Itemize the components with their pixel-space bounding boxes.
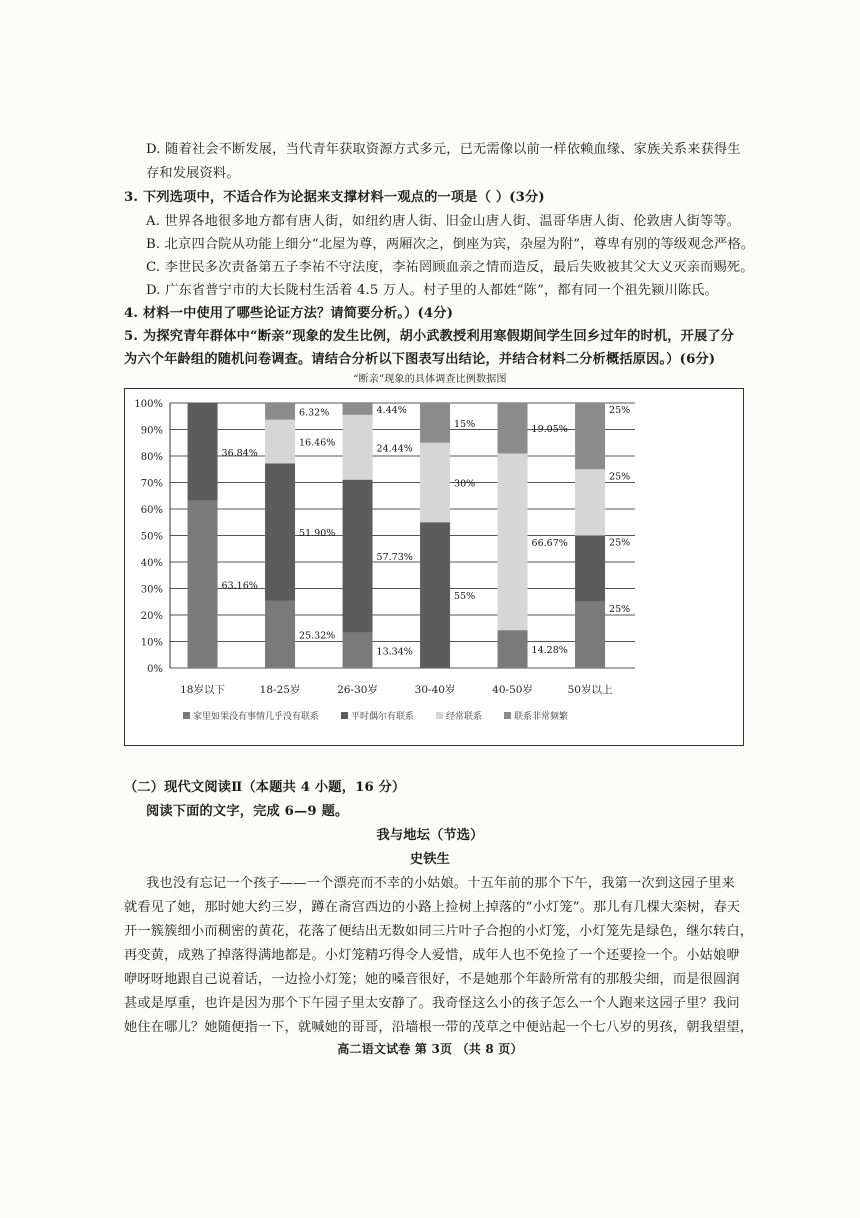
y-tick-label: 30%	[140, 584, 163, 596]
bar-segment	[575, 536, 605, 602]
data-label: 30%	[454, 478, 476, 490]
legend-label: 联系非常频繁	[514, 712, 569, 722]
y-tick-label: 0%	[147, 664, 163, 675]
data-label: 13.34%	[376, 646, 413, 658]
passage-line: 她住在哪儿？她随便指一下，就喊她的哥哥，沿墙根一带的茂草之中便站起一个七八岁的男孩，朝我望望，	[124, 1020, 754, 1035]
bar-segment	[420, 522, 450, 668]
question-3: 3. 下列选项中，不适合作为论据来支撑材料一观点的一项是（ ）(3分)	[124, 190, 545, 205]
data-label: 16.46%	[299, 437, 336, 449]
data-label: 25%	[609, 603, 631, 615]
bar-segment	[498, 453, 528, 630]
data-label: 14.28%	[531, 645, 568, 657]
x-tick-label: 50岁以上	[567, 684, 613, 696]
section-heading: （二）现代文阅读Ⅱ（本题共 4 小题，16 分）	[124, 780, 406, 795]
bar-segment	[420, 403, 450, 443]
option-d-line-2: 存和发展资料。	[146, 166, 240, 181]
data-label: 4.44%	[376, 405, 407, 417]
bar-segment	[265, 601, 295, 668]
y-tick-label: 90%	[140, 425, 163, 437]
x-tick-label: 26-30岁	[337, 684, 378, 696]
legend-swatch	[183, 712, 190, 719]
q3-option-d: D. 广东省普宁市的大长陇村生活着 4.5 万人。村子里的人都姓“陈”，都有同一个祖先颍川陈氏。	[146, 283, 719, 298]
data-label: 51.90%	[299, 528, 336, 540]
bar-segment	[575, 602, 605, 668]
bar-chart	[124, 388, 744, 746]
passage-title: 我与地坛（节选）	[376, 828, 484, 843]
bar-segment	[265, 463, 295, 601]
question-4: 4. 材料一中使用了哪些论证方法？请简要分析。）(4分)	[124, 306, 454, 321]
data-label: 15%	[454, 418, 476, 430]
data-label: 24.44%	[376, 443, 413, 455]
y-tick-label: 40%	[140, 558, 163, 569]
q3-option-c: C. 李世民多次责备第五子李祐不守法度，李祐罔顾血亲之情而造反，最后失败被其父大义灭亲而赐死。	[146, 260, 754, 275]
chart-svg	[125, 389, 743, 745]
page-footer: 高二语文试卷 第 3页 （共 8 页）	[337, 1042, 523, 1056]
q3-option-a: A. 世界各地很多地方都有唐人街，如纽约唐人街、旧金山唐人街、温哥华唐人街、伦敦唐人街等等。	[146, 214, 741, 229]
question-5-line-1: 5. 为探究青年群体中“断亲”现象的发生比例，胡小武教授利用寒假期间学生回乡过年的时机，开展了分	[124, 329, 735, 344]
data-label: 25%	[609, 537, 631, 549]
data-label: 19.05%	[531, 424, 568, 436]
passage-line: 就看见了她，那时她大约三岁，蹲在斋宫西边的小路上捡树上掉落的“小灯笼”。那儿有几棵大栾树，春天	[124, 900, 741, 915]
bar-segment	[343, 403, 373, 415]
data-label: 6.32%	[299, 407, 330, 419]
passage-author: 史铁生	[409, 852, 451, 867]
y-tick-label: 80%	[140, 452, 163, 463]
option-d-line-1: D. 随着社会不断发展，当代青年获取资源方式多元，已无需像以前一样依赖血缘、家族关系来获得生	[146, 142, 741, 157]
chart-title: “断亲”现象的具体调查比例数据图	[353, 374, 507, 385]
y-tick-label: 70%	[140, 478, 163, 490]
passage-line: 我也没有忘记一个孩子——一个漂亮而不幸的小姑娘。十五年前的那个下午，我第一次到这园子里来	[146, 876, 736, 891]
passage-line: 甚或是厚重，也许是因为那个下午园子里太安静了。我奇怪这么小的孩子怎么一个人跑来这园子里？我问	[124, 996, 740, 1011]
data-label: 25%	[609, 471, 631, 483]
question-5-line-2: 为六个年龄组的随机问卷调查。请结合分析以下图表写出结论，并结合材料二分析概括原因。）(6分)	[124, 352, 716, 367]
data-label: 36.84%	[221, 447, 258, 459]
x-tick-label: 30-40岁	[414, 684, 456, 696]
data-label: 25%	[609, 405, 631, 416]
bar-segment	[498, 403, 528, 453]
legend-label: 家里如果没有事情几乎没有联系	[193, 712, 320, 722]
bar-segment	[343, 415, 373, 480]
bar-segment	[575, 403, 605, 469]
data-label: 25.32%	[299, 630, 336, 642]
legend-label: 平时偶尔有联系	[351, 712, 415, 722]
data-label: 57.73%	[376, 552, 413, 564]
data-label: 66.67%	[531, 537, 568, 549]
legend-swatch	[504, 712, 511, 719]
y-tick-label: 10%	[140, 637, 163, 649]
y-tick-label: 100%	[134, 399, 163, 410]
legend-swatch	[341, 712, 348, 719]
passage-line: 再变黄，成熟了掉落得满地都是。小灯笼精巧得令人爱惜，成年人也不免捡了一个还要捡一个。小姑娘咿	[124, 948, 740, 963]
legend-label: 经常联系	[446, 712, 483, 722]
passage-line: 咿呀呀地跟自己说着话，一边捡小灯笼；她的嗓音很好，不是她那个年龄所常有的那般尖细，而是很圆润	[124, 972, 740, 987]
bar-segment	[575, 469, 605, 535]
bar-segment	[188, 501, 218, 668]
bar-segment	[265, 403, 295, 420]
y-tick-label: 20%	[140, 611, 163, 622]
y-tick-label: 50%	[140, 531, 163, 543]
bar-segment	[188, 403, 218, 501]
data-label: 63.16%	[221, 580, 258, 592]
passage-line: 开一簇簇细小而稠密的黄花，花落了便结出无数如同三片叶子合抱的小灯笼，小灯笼先是绿色，继尔转白，	[124, 924, 754, 939]
x-tick-label: 18-25岁	[259, 684, 301, 696]
bar-segment	[265, 420, 295, 464]
x-tick-label: 18岁以下	[180, 684, 225, 696]
bar-segment	[420, 443, 450, 523]
data-label: 55%	[454, 591, 476, 603]
bar-segment	[343, 480, 373, 633]
q3-option-b: B. 北京四合院从功能上细分“北屋为尊，两厢次之，倒座为宾，杂屋为附”，尊卑有别的等级观念严格。	[146, 237, 755, 252]
y-tick-label: 60%	[140, 505, 163, 516]
bar-segment	[498, 630, 528, 668]
legend-swatch	[436, 712, 443, 719]
bar-segment	[343, 633, 373, 668]
x-tick-label: 40-50岁	[492, 684, 533, 696]
reading-instruction: 阅读下面的文字，完成 6—9 题。	[146, 804, 349, 819]
